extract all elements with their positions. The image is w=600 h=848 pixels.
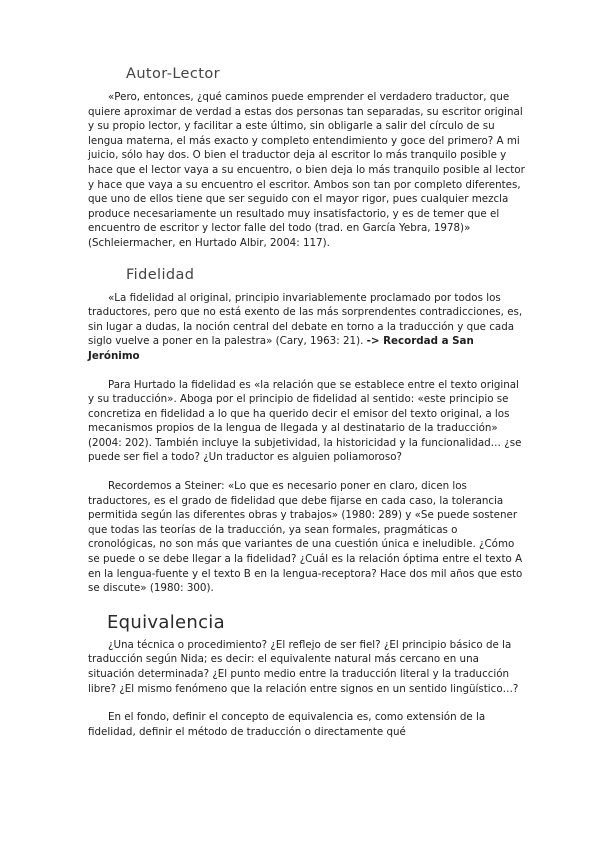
heading-autor-lector: Autor-Lector: [126, 66, 220, 82]
heading-fidelidad: Fidelidad: [126, 266, 195, 283]
paragraph-equivalencia-definition: En el fondo, definir el concepto de equivalencia es, como extensión de la fidelidad, definir el método de traducción o directamente qué: [88, 711, 486, 738]
paragraph-hurtado-fidelidad: Para Hurtado la fidelidad es «la relación que se establece entre el texto original y su traducción». Aboga por el principio de fidelidad al sentido: «este principio se concretiza en fidelidad a lo que ha querido decir el emisor del texto original, a los mecanismos propios de la lengua de llegada y al destinatario de la traducción» (2004: 202). También incluye la subjetividad, la historicidad y la funcionalidad… ¿se puede ser fiel a todo? ¿Un traductor es alguien poliamoroso?: [88, 378, 522, 464]
paragraph-schleiermacher-quote: «Pero, entonces, ¿qué caminos puede emprender el verdadero traductor, que quiere aproximar de verdad a estas dos personas tan separadas, su escritor original y su propio lector, y facilitar a este último, sin obligarle a salir del círculo de su lengua materna, el más exacto y completo entendimiento y goce del primero? A mi juicio, sólo hay dos. O bien el traductor deja al escritor lo más tranquilo posible y hace que el lector vaya a su encuentro, o bien deja lo más tranquilo posible al lector y hace que vaya a su encuentro el escritor. Ambos son tan por completo diferentes, que uno de ellos tiene que ser seguido con el mayor rigor, pues cualquier mezcla produce necesariamente un resultado muy insatisfactorio, y es de temer que el encuentro de escritor y lector falle del todo (trad. en García Yebra, 1978)» (Schleiermacher, en Hurtado Albir, 2004: 117).: [88, 91, 525, 249]
cary-quote-text: «La fidelidad al original, principio invariablemente proclamado por todos los traductores, pero que no está exento de las más sorprendentes contradicciones, es, sin lugar a dudas, la noción central del debate en torno a la traducción y que cada siglo vuelve a poner en la palestra» (Cary, 1963: 21).: [88, 291, 523, 348]
paragraph-steiner-quote: Recordemos a Steiner: «Lo que es necesario poner en claro, dicen los traductores, es el grado de fidelidad que debe fijarse en cada caso, la tolerancia permitida según las diferentes obras y trabajos» (1980: 289) y «Se puede sostener que todas las teorías de la traducción, ya sean formales, pragmáticas o cronológicas, no son más que variantes de una cuestión única e ineludible. ¿Cómo se puede o se debe llegar a la fidelidad? ¿Cuál es la relación óptima entre el texto A en la lengua-fuente y el texto B en la lengua-receptora? Hace dos mil años que esto se discute» (1980: 300).: [88, 480, 523, 595]
document-page: [88, 66, 528, 739]
heading-equivalencia: Equivalencia: [107, 611, 225, 633]
paragraph-cary-quote: [88, 291, 528, 364]
san-jeronimo-note: -> Recordad a San Jerónimo: [88, 335, 474, 362]
paragraph-equivalencia-questions: ¿Una técnica o procedimiento? ¿El reflejo de ser fiel? ¿El principio básico de la traducción según Nida; es decir: el equivalente natural más cercano en una situación determinada? ¿El punto medio entre la traducción literal y la traducción libre? ¿El mismo fenómeno que la relación entre signos en un sentido lingüístico…?: [88, 638, 519, 695]
